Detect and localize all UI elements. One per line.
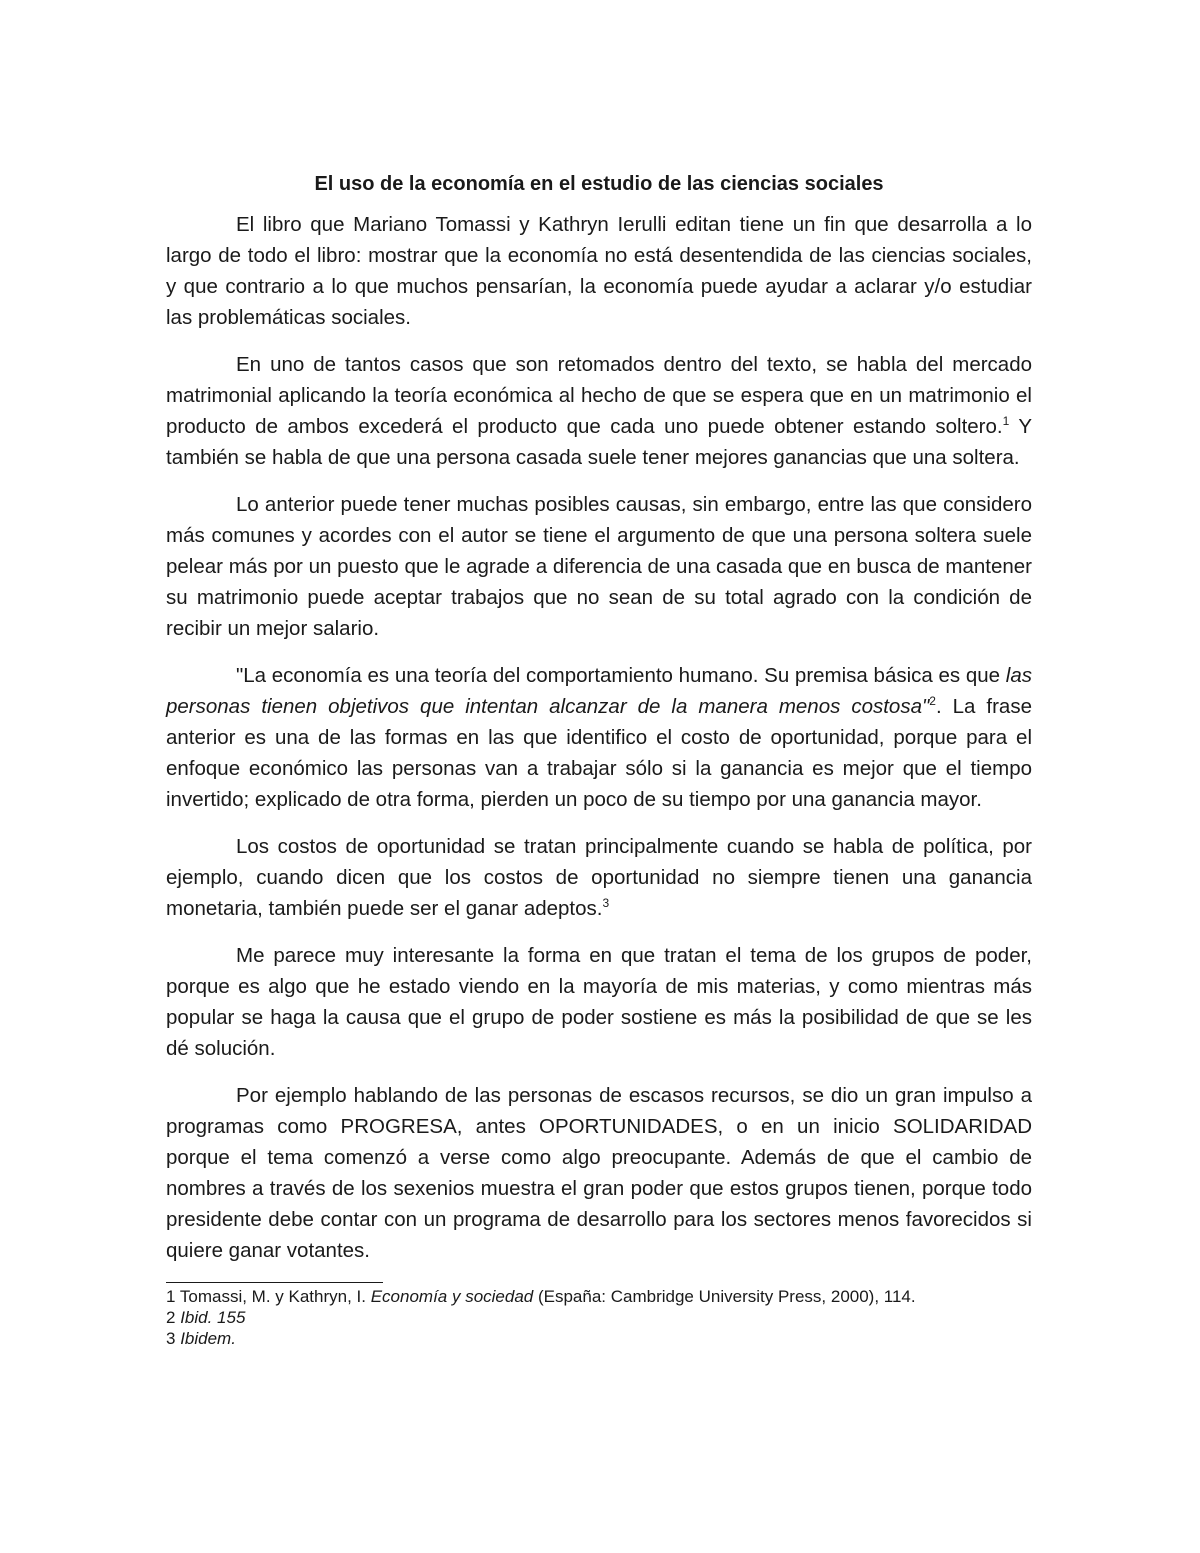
footnote-2-number: 2 xyxy=(166,1308,181,1327)
paragraph-2 xyxy=(166,349,1032,473)
footnote-3-number: 3 xyxy=(166,1329,181,1348)
paragraph-4-text-b: . La frase anterior es una de las formas en las que identifico el costo de oportunidad, porque para el enfoque económico las personas van a trabajar sólo si la ganancia es mejor que el tiempo invertido; explicado de otra forma, pierden un poco de su tiempo por una ganancia mayor. xyxy=(166,695,1032,811)
footnote-ref-3: 3 xyxy=(602,896,610,911)
footnote-3-text: Ibidem. xyxy=(180,1329,236,1348)
document-page xyxy=(166,168,1032,1349)
footnote-2 xyxy=(166,1307,1032,1328)
paragraph-6: Me parece muy interesante la forma en que tratan el tema de los grupos de poder, porque es algo que he estado viendo en la mayoría de mis materias, y como mientras más popular se haga la causa que el grupo de poder sostiene es más la posibilidad de que se les dé solución. xyxy=(166,944,1032,1060)
paragraph-4-text-a: "La economía es una teoría del comportamiento humano. Su premisa básica es que xyxy=(236,664,1006,687)
paragraph-2-text-a: En uno de tantos casos que son retomados dentro del texto, se habla del mercado matrimonial aplicando la teoría económica al hecho de que se espera que en un matrimonio el producto de ambos excederá el producto que cada uno puede obtener estando soltero. xyxy=(166,353,1032,438)
footnote-1-text-b: (España: Cambridge University Press, 2000), 114. xyxy=(533,1287,916,1306)
footnote-1-text-a: 1 Tomassi, M. y Kathryn, I. xyxy=(166,1287,371,1306)
paragraph-5 xyxy=(166,831,1032,924)
footnote-1-book-title: Economía y sociedad xyxy=(370,1287,534,1306)
paragraph-2-text-b: Y también se habla de que una persona casada suele tener mejores ganancias que una soltera. xyxy=(166,415,1033,469)
document-title: El uso de la economía en el estudio de las ciencias sociales xyxy=(314,173,884,195)
footnote-1 xyxy=(166,1286,1032,1307)
paragraph-5-text: Los costos de oportunidad se tratan principalmente cuando se habla de política, por ejemplo, cuando dicen que los costos de oportunidad no siempre tienen una ganancia monetaria, también puede ser el ganar adeptos. xyxy=(166,835,1032,920)
paragraph-4-quote-italic: las personas tienen objetivos que intentan alcanzar de la manera menos costosa" xyxy=(166,664,1032,718)
footnote-2-text: Ibid. 155 xyxy=(180,1308,246,1327)
footnote-ref-1: 1 xyxy=(1002,414,1010,429)
paragraph-7: Por ejemplo hablando de las personas de escasos recursos, se dio un gran impulso a programas como PROGRESA, antes OPORTUNIDADES, o en un inicio SOLIDARIDAD porque el tema comenzó a verse como algo preocupante. Además de que el cambio de nombres a través de los sexenios muestra el gran poder que estos grupos tienen, porque todo presidente debe contar con un programa de desarrollo para los sectores menos favorecidos si quiere ganar votantes. xyxy=(166,1084,1032,1262)
paragraph-1: El libro que Mariano Tomassi y Kathryn Ierulli editan tiene un fin que desarrolla a lo largo de todo el libro: mostrar que la economía no está desentendida de las ciencias sociales, y que contrario a lo que muchos pensarían, la economía puede ayudar a aclarar y/o estudiar las problemáticas sociales. xyxy=(166,213,1032,329)
footnote-ref-2: 2 xyxy=(929,694,936,709)
footnote-separator xyxy=(166,1282,383,1283)
paragraph-3: Lo anterior puede tener muchas posibles causas, sin embargo, entre las que considero más comunes y acordes con el autor se tiene el argumento de que una persona soltera suele pelear más por un puesto que le agrade a diferencia de una casada que en busca de mantener su matrimonio puede aceptar trabajos que no sean de su total agrado con la condición de recibir un mejor salario. xyxy=(166,493,1032,640)
footnote-3 xyxy=(166,1328,1032,1349)
paragraph-4 xyxy=(166,660,1032,815)
